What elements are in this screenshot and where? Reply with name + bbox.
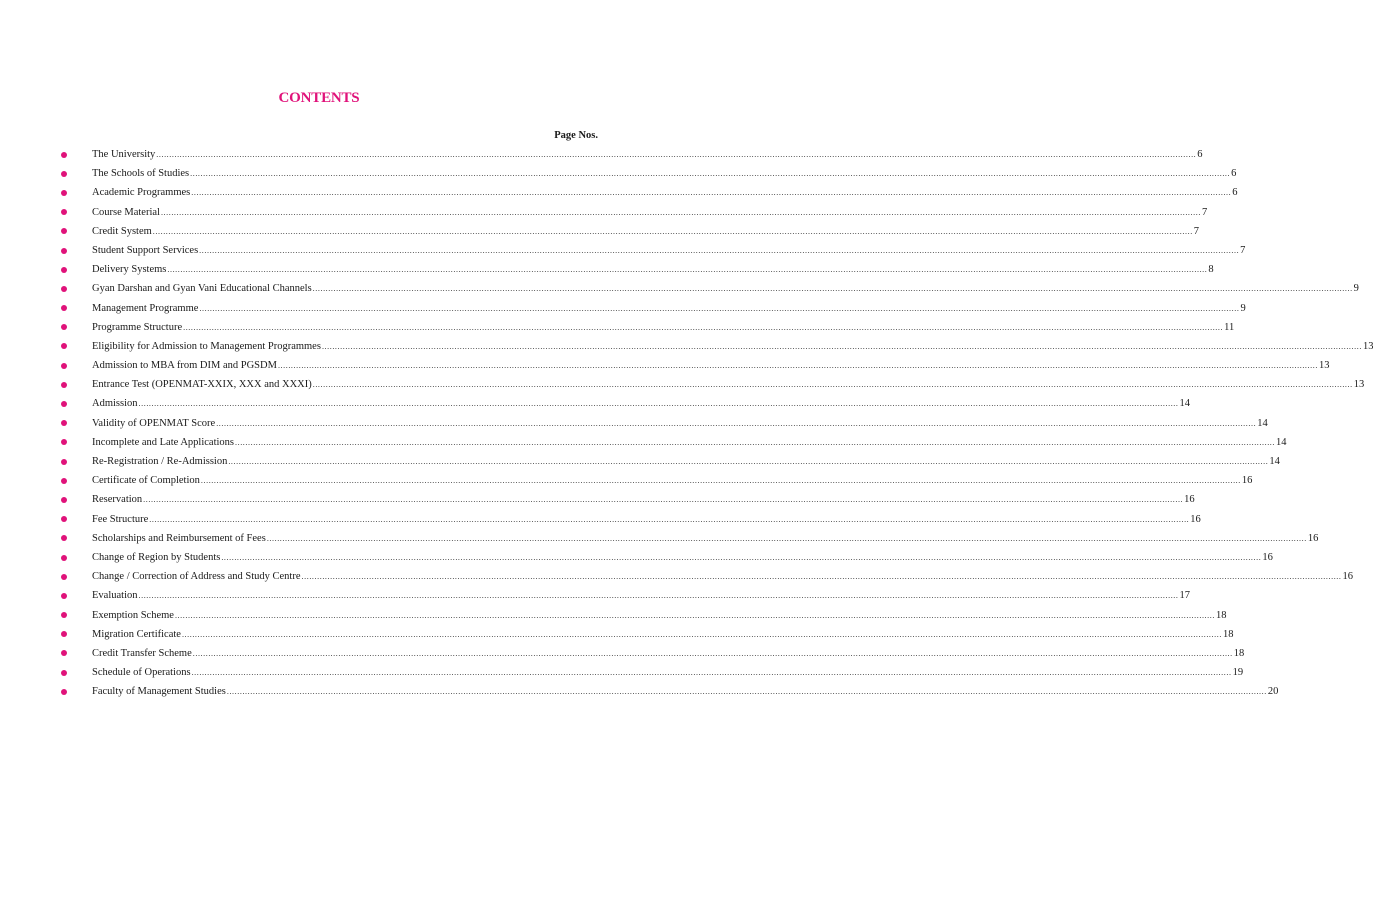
toc-entry-title: Admission	[92, 398, 138, 410]
dot-leader: ................................................................................................................................................................................................................................................................................................................................................................................................................	[138, 591, 1179, 601]
toc-row	[92, 222, 1200, 241]
toc-row	[92, 606, 1227, 625]
dot-leader: ................................................................................................................................................................................................................................................................................................................................................................................................................	[143, 495, 1184, 505]
toc-entry	[0, 260, 1214, 279]
toc-entry-title: Student Support Services	[92, 244, 199, 256]
toc-entry-page: 17	[1179, 590, 1190, 602]
toc-entry	[0, 567, 1354, 586]
toc-row	[92, 510, 1201, 529]
dot-leader: ................................................................................................................................................................................................................................................................................................................................................................................................................	[312, 284, 1353, 294]
dot-leader: ................................................................................................................................................................................................................................................................................................................................................................................................................	[199, 303, 1240, 313]
toc-entry	[0, 510, 1201, 529]
toc-entry	[0, 433, 1287, 452]
dot-leader: ................................................................................................................................................................................................................................................................................................................................................................................................................	[160, 207, 1201, 217]
toc-row	[92, 586, 1190, 605]
toc-row	[92, 299, 1246, 318]
toc-row	[92, 241, 1246, 260]
toc-entry-title: Reservation	[92, 494, 143, 506]
bullet-icon	[61, 459, 67, 465]
toc-row	[92, 663, 1244, 682]
bullet-icon	[61, 363, 67, 369]
toc-row	[92, 164, 1237, 183]
toc-row	[92, 375, 1365, 394]
bullet-icon	[61, 689, 67, 695]
toc-list	[0, 145, 1373, 701]
toc-entry-title: Gyan Darshan and Gyan Vani Educational Channels	[92, 283, 312, 295]
bullet-icon	[61, 228, 67, 234]
toc-entry-page: 9	[1240, 302, 1246, 314]
dot-leader: ................................................................................................................................................................................................................................................................................................................................................................................................................	[156, 150, 1197, 159]
bullet-icon	[61, 248, 67, 254]
toc-entry	[0, 586, 1190, 605]
bullet-icon	[61, 343, 67, 349]
contents-heading: CONTENTS	[278, 90, 360, 106]
toc-entry	[0, 414, 1268, 433]
dot-leader: ................................................................................................................................................................................................................................................................................................................................................................................................................	[191, 668, 1232, 678]
toc-entry	[0, 682, 1279, 701]
toc-entry-page: 14	[1276, 436, 1287, 448]
toc-row	[92, 183, 1238, 202]
toc-entry-title: Course Material	[92, 206, 160, 218]
bullet-icon	[61, 612, 67, 618]
toc-row	[92, 394, 1191, 413]
toc-entry	[0, 452, 1280, 471]
toc-entry-title: Credit System	[92, 225, 152, 237]
toc-row	[92, 682, 1279, 701]
dot-leader: ................................................................................................................................................................................................................................................................................................................................................................................................................	[192, 648, 1233, 658]
toc-entry-page: 16	[1241, 475, 1253, 487]
dot-leader: ................................................................................................................................................................................................................................................................................................................................................................................................................	[167, 265, 1208, 275]
toc-row	[92, 337, 1373, 356]
dot-leader: ................................................................................................................................................................................................................................................................................................................................................................................................................	[216, 418, 1257, 428]
toc-entry-title: Academic Programmes	[92, 187, 191, 199]
toc-entry	[0, 318, 1235, 337]
toc-entry-title: Entrance Test (OPENMAT-XXIX, XXX and XXXI)	[92, 379, 312, 391]
dot-leader: ................................................................................................................................................................................................................................................................................................................................................................................................................	[152, 226, 1193, 236]
dot-leader: ................................................................................................................................................................................................................................................................................................................................................................................................................	[174, 610, 1215, 620]
toc-entry-title: Eligibility for Admission to Management Programmes	[92, 340, 321, 352]
toc-row	[92, 644, 1245, 663]
bullet-icon	[61, 401, 67, 407]
bullet-icon	[61, 152, 67, 158]
toc-row	[92, 203, 1208, 222]
dot-leader: ................................................................................................................................................................................................................................................................................................................................................................................................................	[235, 437, 1275, 447]
toc-entry	[0, 279, 1359, 298]
dot-leader: ................................................................................................................................................................................................................................................................................................................................................................................................................	[199, 245, 1240, 255]
toc-entry	[0, 183, 1238, 202]
dot-leader: ................................................................................................................................................................................................................................................................................................................................................................................................................	[181, 629, 1222, 639]
toc-entry-page: 18	[1233, 647, 1245, 659]
toc-row	[92, 490, 1195, 509]
toc-entry-title: Migration Certificate	[92, 628, 181, 640]
toc-entry	[0, 356, 1330, 375]
toc-entry-title: The Schools of Studies	[92, 168, 190, 180]
toc-row	[92, 318, 1235, 337]
toc-entry	[0, 471, 1253, 490]
toc-entry-title: Incomplete and Late Applications	[92, 436, 234, 448]
toc-row	[92, 414, 1268, 433]
toc-row	[92, 471, 1253, 490]
dot-leader: ................................................................................................................................................................................................................................................................................................................................................................................................................	[266, 533, 1307, 543]
toc-entry-page: 16	[1190, 513, 1201, 525]
toc-row	[92, 452, 1280, 471]
toc-entry-page: 8	[1208, 264, 1214, 276]
toc-entry	[0, 203, 1208, 222]
toc-entry-page: 6	[1197, 149, 1203, 160]
toc-row	[92, 433, 1287, 452]
toc-entry-page: 7	[1193, 225, 1200, 237]
toc-entry-page: 19	[1232, 667, 1244, 679]
toc-entry	[0, 337, 1373, 356]
bullet-icon	[61, 209, 67, 215]
toc-entry-title: Scholarships and Reimbursement of Fees	[92, 532, 266, 544]
bullet-icon	[61, 190, 67, 196]
dot-leader: ................................................................................................................................................................................................................................................................................................................................................................................................................	[277, 361, 1318, 371]
toc-entry	[0, 663, 1244, 682]
bullet-icon	[61, 516, 67, 522]
toc-entry-page: 16	[1342, 571, 1354, 583]
toc-entry-page: 6	[1232, 187, 1238, 199]
toc-entry-title: Change / Correction of Address and Study Centre	[92, 571, 301, 583]
toc-entry-title: Delivery Systems	[92, 264, 167, 276]
toc-entry-title: Fee Structure	[92, 513, 149, 525]
toc-entry-title: Programme Structure	[92, 321, 183, 333]
toc-entry	[0, 164, 1237, 183]
dot-leader: ................................................................................................................................................................................................................................................................................................................................................................................................................	[228, 457, 1269, 466]
toc-entry-title: Management Programme	[92, 302, 199, 314]
bullet-icon	[61, 382, 67, 388]
toc-entry-page: 13	[1362, 340, 1373, 352]
dot-leader: ................................................................................................................................................................................................................................................................................................................................................................................................................	[312, 380, 1353, 390]
toc-entry	[0, 644, 1245, 663]
toc-row	[92, 625, 1234, 644]
dot-leader: ................................................................................................................................................................................................................................................................................................................................................................................................................	[200, 476, 1241, 486]
toc-entry-title: Change of Region by Students	[92, 551, 221, 563]
toc-entry	[0, 299, 1246, 318]
toc-entry-title: Re-Registration / Re-Admission	[92, 456, 228, 467]
dot-leader: ................................................................................................................................................................................................................................................................................................................................................................................................................	[221, 552, 1262, 562]
toc-entry-page: 20	[1267, 686, 1279, 698]
dot-leader: ................................................................................................................................................................................................................................................................................................................................................................................................................	[226, 687, 1267, 697]
toc-entry-title: The University	[92, 149, 156, 160]
dot-leader: ................................................................................................................................................................................................................................................................................................................................................................................................................	[301, 572, 1342, 582]
toc-entry-page: 16	[1262, 551, 1273, 563]
toc-entry	[0, 241, 1246, 260]
toc-entry-page: 13	[1318, 360, 1330, 372]
toc-entry	[0, 145, 1203, 164]
toc-entry-title: Validity of OPENMAT Score	[92, 417, 216, 429]
toc-entry	[0, 548, 1273, 567]
toc-row	[92, 529, 1319, 548]
toc-entry-title: Admission to MBA from DIM and PGSDM	[92, 360, 277, 372]
bullet-icon	[61, 631, 67, 637]
toc-entry-page: 6	[1231, 168, 1237, 180]
bullet-icon	[61, 555, 67, 561]
toc-entry-page: 11	[1224, 321, 1235, 333]
bullet-icon	[61, 439, 67, 445]
dot-leader: ................................................................................................................................................................................................................................................................................................................................................................................................................	[191, 188, 1232, 198]
toc-entry-title: Exemption Scheme	[92, 609, 174, 621]
dot-leader: ................................................................................................................................................................................................................................................................................................................................................................................................................	[190, 169, 1231, 179]
toc-entry-page: 14	[1179, 398, 1191, 410]
bullet-icon	[61, 574, 67, 580]
bullet-icon	[61, 267, 67, 273]
toc-entry	[0, 222, 1200, 241]
toc-row	[92, 356, 1330, 375]
toc-entry	[0, 529, 1319, 548]
dot-leader: ................................................................................................................................................................................................................................................................................................................................................................................................................	[138, 399, 1179, 409]
toc-row	[92, 279, 1359, 298]
bullet-icon	[61, 286, 67, 292]
toc-row	[92, 567, 1354, 586]
toc-entry	[0, 394, 1191, 413]
toc-entry-title: Evaluation	[92, 590, 138, 602]
dot-leader: ................................................................................................................................................................................................................................................................................................................................................................................................................	[183, 322, 1224, 332]
toc-row	[92, 548, 1273, 567]
toc-entry-page: 18	[1215, 609, 1227, 621]
toc-entry-page: 16	[1307, 532, 1319, 544]
bullet-icon	[61, 593, 67, 599]
dot-leader: ................................................................................................................................................................................................................................................................................................................................................................................................................	[149, 514, 1190, 524]
toc-entry-page: 13	[1353, 379, 1365, 391]
dot-leader: ................................................................................................................................................................................................................................................................................................................................................................................................................	[321, 341, 1362, 351]
toc-entry-page: 9	[1353, 283, 1359, 295]
bullet-icon	[61, 497, 67, 503]
toc-entry-page: 18	[1222, 628, 1234, 640]
toc-entry-title: Schedule of Operations	[92, 667, 191, 679]
bullet-icon	[61, 420, 67, 426]
bullet-icon	[61, 650, 67, 656]
toc-entry	[0, 606, 1227, 625]
toc-entry-page: 7	[1201, 206, 1208, 218]
page-nos-label: Page Nos.	[554, 130, 598, 141]
toc-entry	[0, 490, 1195, 509]
bullet-icon	[61, 670, 67, 676]
toc-entry-page: 16	[1184, 494, 1195, 506]
bullet-icon	[61, 305, 67, 311]
toc-entry-title: Faculty of Management Studies	[92, 686, 226, 698]
toc-entry	[0, 375, 1365, 394]
bullet-icon	[61, 478, 67, 484]
toc-entry-title: Credit Transfer Scheme	[92, 647, 192, 659]
toc-row	[92, 145, 1203, 164]
toc-entry	[0, 625, 1234, 644]
toc-entry-page: 14	[1269, 456, 1280, 467]
toc-entry-page: 14	[1257, 417, 1268, 429]
bullet-icon	[61, 324, 67, 330]
bullet-icon	[61, 171, 67, 177]
toc-entry-page: 7	[1240, 244, 1246, 256]
toc-entry-title: Certificate of Completion	[92, 475, 200, 487]
toc-row	[92, 260, 1214, 279]
bullet-icon	[61, 535, 67, 541]
